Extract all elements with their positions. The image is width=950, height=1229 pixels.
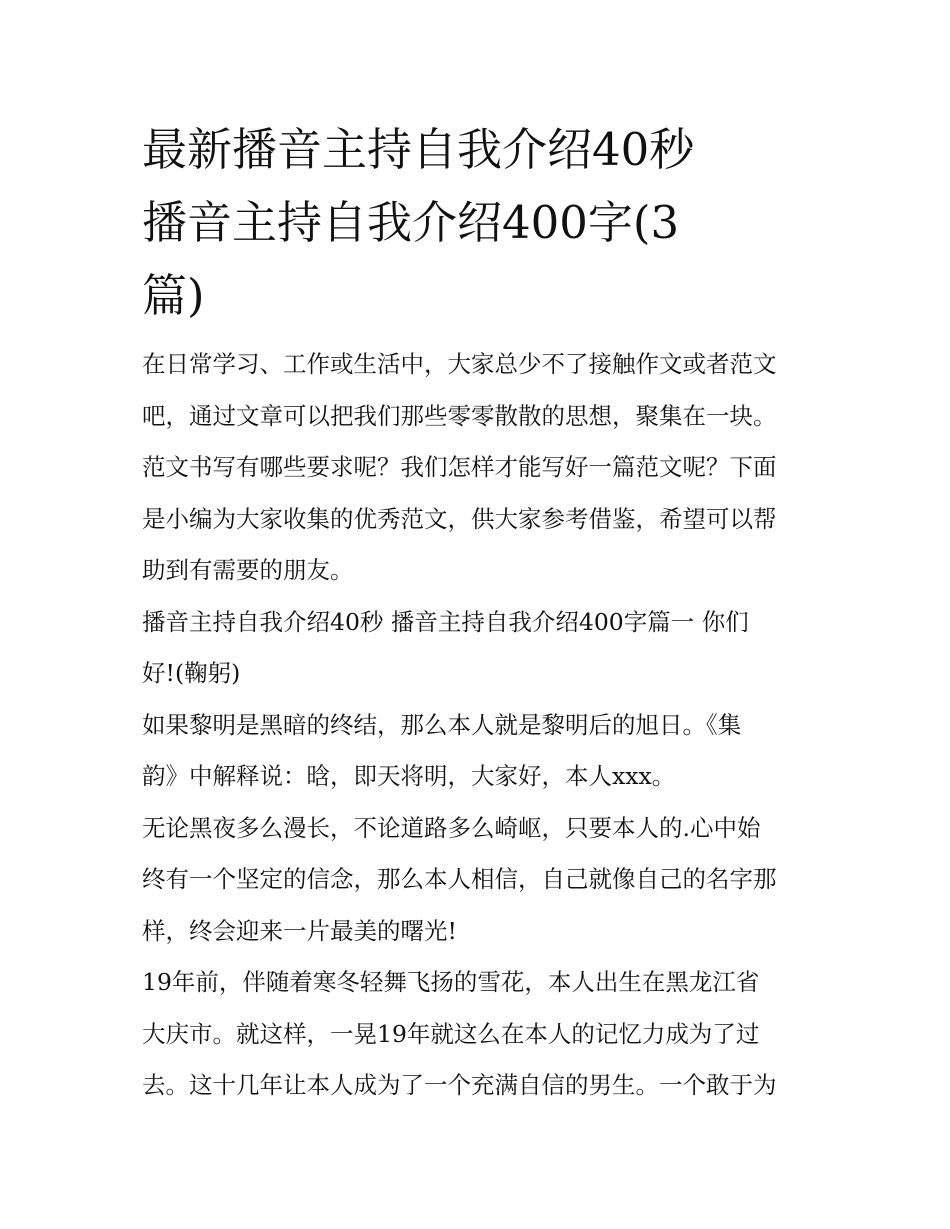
paragraph-line: 播音主持自我介绍40秒 播音主持自我介绍400字篇一 你们 xyxy=(142,607,749,636)
paragraph-line: 终有一个坚定的信念，那么本人相信，自己就像自己的名字那 xyxy=(142,865,777,893)
paragraph-birth xyxy=(142,957,822,1112)
title-line: 播音主持自我介绍400字(3 xyxy=(142,196,680,249)
document-body xyxy=(142,339,822,1112)
paragraph-line: 去。这十几年让本人成为了一个充满自信的男生。一个敢于为 xyxy=(142,1071,777,1099)
paragraph-line: 韵》中解释说：晗，即天将明，大家好，本人xxx。 xyxy=(142,762,676,790)
paragraph-section-heading xyxy=(142,597,822,700)
title-line: 篇) xyxy=(142,269,205,322)
paragraph-line: 助到有需要的朋友。 xyxy=(142,556,354,584)
paragraph-line: 19年前，伴随着寒冬轻舞飞扬的雪花，本人出生在黑龙江省 xyxy=(142,968,760,996)
paragraph-line: 如果黎明是黑暗的终结，那么本人就是黎明后的旭日。《集 xyxy=(142,710,742,739)
document-title xyxy=(142,113,822,332)
paragraph-dawn xyxy=(142,700,822,803)
paragraph-line: 好!(鞠躬) xyxy=(142,659,241,687)
paragraph-intro xyxy=(142,339,822,597)
paragraph-line: 大庆市。就这样，一晃19年就这么在本人的记忆力成为了过 xyxy=(142,1019,760,1048)
paragraph-belief xyxy=(142,803,822,958)
paragraph-line: 无论黑夜多么漫长，不论道路多么崎岖，只要本人的.心中始 xyxy=(142,813,761,842)
paragraph-line: 范文书写有哪些要求呢？我们怎样才能写好一篇范文呢？下面 xyxy=(142,453,777,481)
paragraph-line: 在日常学习、工作或生活中，大家总少不了接触作文或者范文 xyxy=(142,350,777,378)
title-line: 最新播音主持自我介绍40秒 xyxy=(142,123,695,176)
document-content xyxy=(142,113,822,1112)
paragraph-line: 是小编为大家收集的优秀范文，供大家参考借鉴，希望可以帮 xyxy=(142,504,777,533)
paragraph-line: 吧，通过文章可以把我们那些零零散散的思想，聚集在一块。 xyxy=(142,401,777,430)
paragraph-line: 样，终会迎来一片最美的曙光! xyxy=(142,916,457,945)
